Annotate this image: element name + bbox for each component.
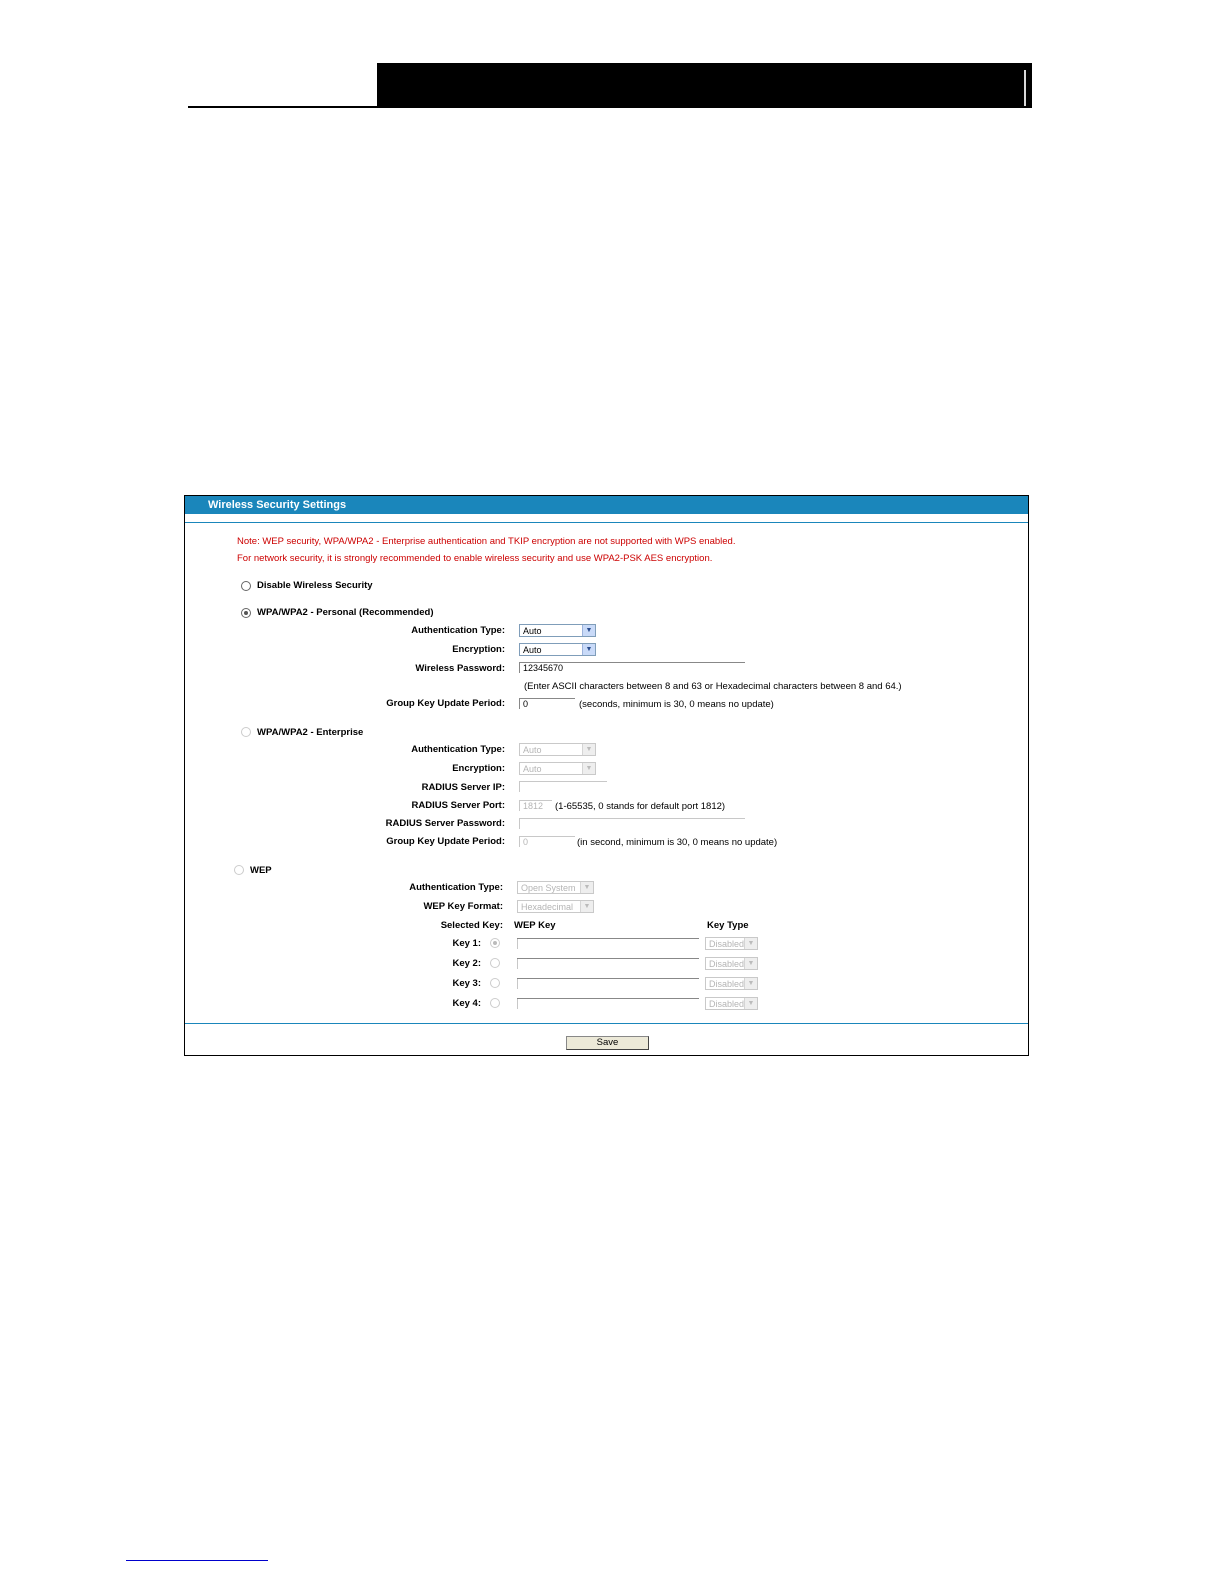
wpa-personal-label: WPA/WPA2 - Personal (Recommended) [257,607,434,618]
key-1-input[interactable] [517,938,699,949]
wep-auth-type-select[interactable] [517,881,594,894]
key-4-label: Key 4: [452,998,481,1009]
enterprise-auth-type-value: Auto [523,745,542,755]
wireless-password-input[interactable]: 12345670 [519,662,745,673]
key-1-field-rule [517,938,699,939]
wpa-personal-radio[interactable] [241,608,251,618]
enterprise-group-key-input[interactable]: 0 [519,836,575,847]
chevron-down-icon: ▼ [580,882,593,893]
chevron-down-icon: ▼ [744,958,757,969]
key-1-type-value: Disabled [709,939,745,949]
chevron-down-icon: ▼ [582,744,595,755]
footer-link-rule [126,1560,268,1561]
personal-auth-type-value: Auto [523,626,542,636]
wpa-enterprise-label: WPA/WPA2 - Enterprise [257,727,364,738]
key-3-label: Key 3: [452,978,481,989]
key-3-type-value: Disabled [709,979,745,989]
personal-group-key-hint: (seconds, minimum is 30, 0 means no update) [579,699,774,710]
radius-port-input[interactable]: 1812 [519,800,552,811]
enterprise-encryption-value: Auto [523,764,542,774]
wireless-password-label: Wireless Password: [415,663,505,674]
key-1-label: Key 1: [452,938,481,949]
wireless-security-panel [184,495,1029,1056]
key-1-type-select[interactable] [705,937,758,950]
header-rule [188,106,378,108]
title-divider [185,522,1028,523]
key-4-type-select[interactable] [705,997,758,1010]
wep-auth-type-label: Authentication Type: [409,882,503,893]
key-2-radio[interactable] [490,958,500,968]
radio-selected-dot [493,941,497,945]
save-button[interactable]: Save [566,1036,649,1050]
password-field-rule [519,662,745,663]
key-2-field-rule [517,958,699,959]
wep-auth-type-value: Open System [521,883,576,893]
key-1-radio[interactable] [490,938,500,948]
key-3-type-select[interactable] [705,977,758,990]
enterprise-encryption-label: Encryption: [452,763,505,774]
chevron-down-icon: ▼ [744,998,757,1009]
radius-port-label: RADIUS Server Port: [411,800,505,811]
radius-password-input[interactable] [519,818,745,829]
header-bar [377,63,1032,108]
enterprise-group-key-label: Group Key Update Period: [386,836,505,847]
radius-password-label: RADIUS Server Password: [385,818,505,829]
key-2-label: Key 2: [452,958,481,969]
wep-key-format-label: WEP Key Format: [423,901,503,912]
key-2-input[interactable] [517,958,699,969]
wep-key-format-value: Hexadecimal [521,902,574,912]
enterprise-auth-type-select[interactable] [519,743,596,756]
radius-ip-label: RADIUS Server IP: [421,782,505,793]
personal-encryption-label: Encryption: [452,644,505,655]
key-4-input[interactable] [517,998,699,1009]
personal-group-key-label: Group Key Update Period: [386,698,505,709]
header-bar-accent [1024,70,1026,106]
enterprise-group-key-hint: (in second, minimum is 30, 0 means no update) [577,837,778,848]
wep-key-header: WEP Key [514,920,556,931]
key-2-type-select[interactable] [705,957,758,970]
radius-port-hint: (1-65535, 0 stands for default port 1812) [555,801,726,812]
key-4-radio[interactable] [490,998,500,1008]
wps-note: Note: WEP security, WPA/WPA2 - Enterprise authentication and TKIP encryption are not supported with WPS enabled. [237,536,736,547]
wep-key-format-select[interactable] [517,900,594,913]
disable-security-radio[interactable] [241,581,251,591]
key-4-field-rule [517,998,699,999]
key-4-type-value: Disabled [709,999,745,1009]
chevron-down-icon: ▼ [580,901,593,912]
wep-radio[interactable] [234,865,244,875]
chevron-down-icon: ▼ [582,625,595,636]
radio-selected-dot [244,611,248,615]
personal-group-key-input[interactable]: 0 [519,698,575,709]
chevron-down-icon: ▼ [744,938,757,949]
key-3-radio[interactable] [490,978,500,988]
selected-key-label: Selected Key: [440,920,503,931]
personal-auth-type-select[interactable] [519,624,596,637]
radius-ip-input[interactable] [519,781,607,792]
panel-title: Wireless Security Settings [208,499,347,511]
password-hint: (Enter ASCII characters between 8 and 63 or Hexadecimal characters between 8 and 64.) [524,681,902,692]
personal-encryption-value: Auto [523,645,542,655]
security-recommendation: For network security, it is strongly recommended to enable wireless security and use WPA2-PSK AES encryption. [237,553,713,564]
wep-label: WEP [250,865,272,876]
key-type-header: Key Type [707,920,749,931]
key-3-input[interactable] [517,978,699,989]
chevron-down-icon: ▼ [582,763,595,774]
key-3-field-rule [517,978,699,979]
bottom-divider [185,1023,1028,1024]
personal-encryption-select[interactable] [519,643,596,656]
chevron-down-icon: ▼ [582,644,595,655]
wpa-enterprise-radio[interactable] [241,727,251,737]
disable-security-label: Disable Wireless Security [257,580,373,591]
enterprise-auth-type-label: Authentication Type: [411,744,505,755]
panel-title-bar [185,496,1028,514]
key-2-type-value: Disabled [709,959,745,969]
personal-auth-type-label: Authentication Type: [411,625,505,636]
chevron-down-icon: ▼ [744,978,757,989]
enterprise-encryption-select[interactable] [519,762,596,775]
